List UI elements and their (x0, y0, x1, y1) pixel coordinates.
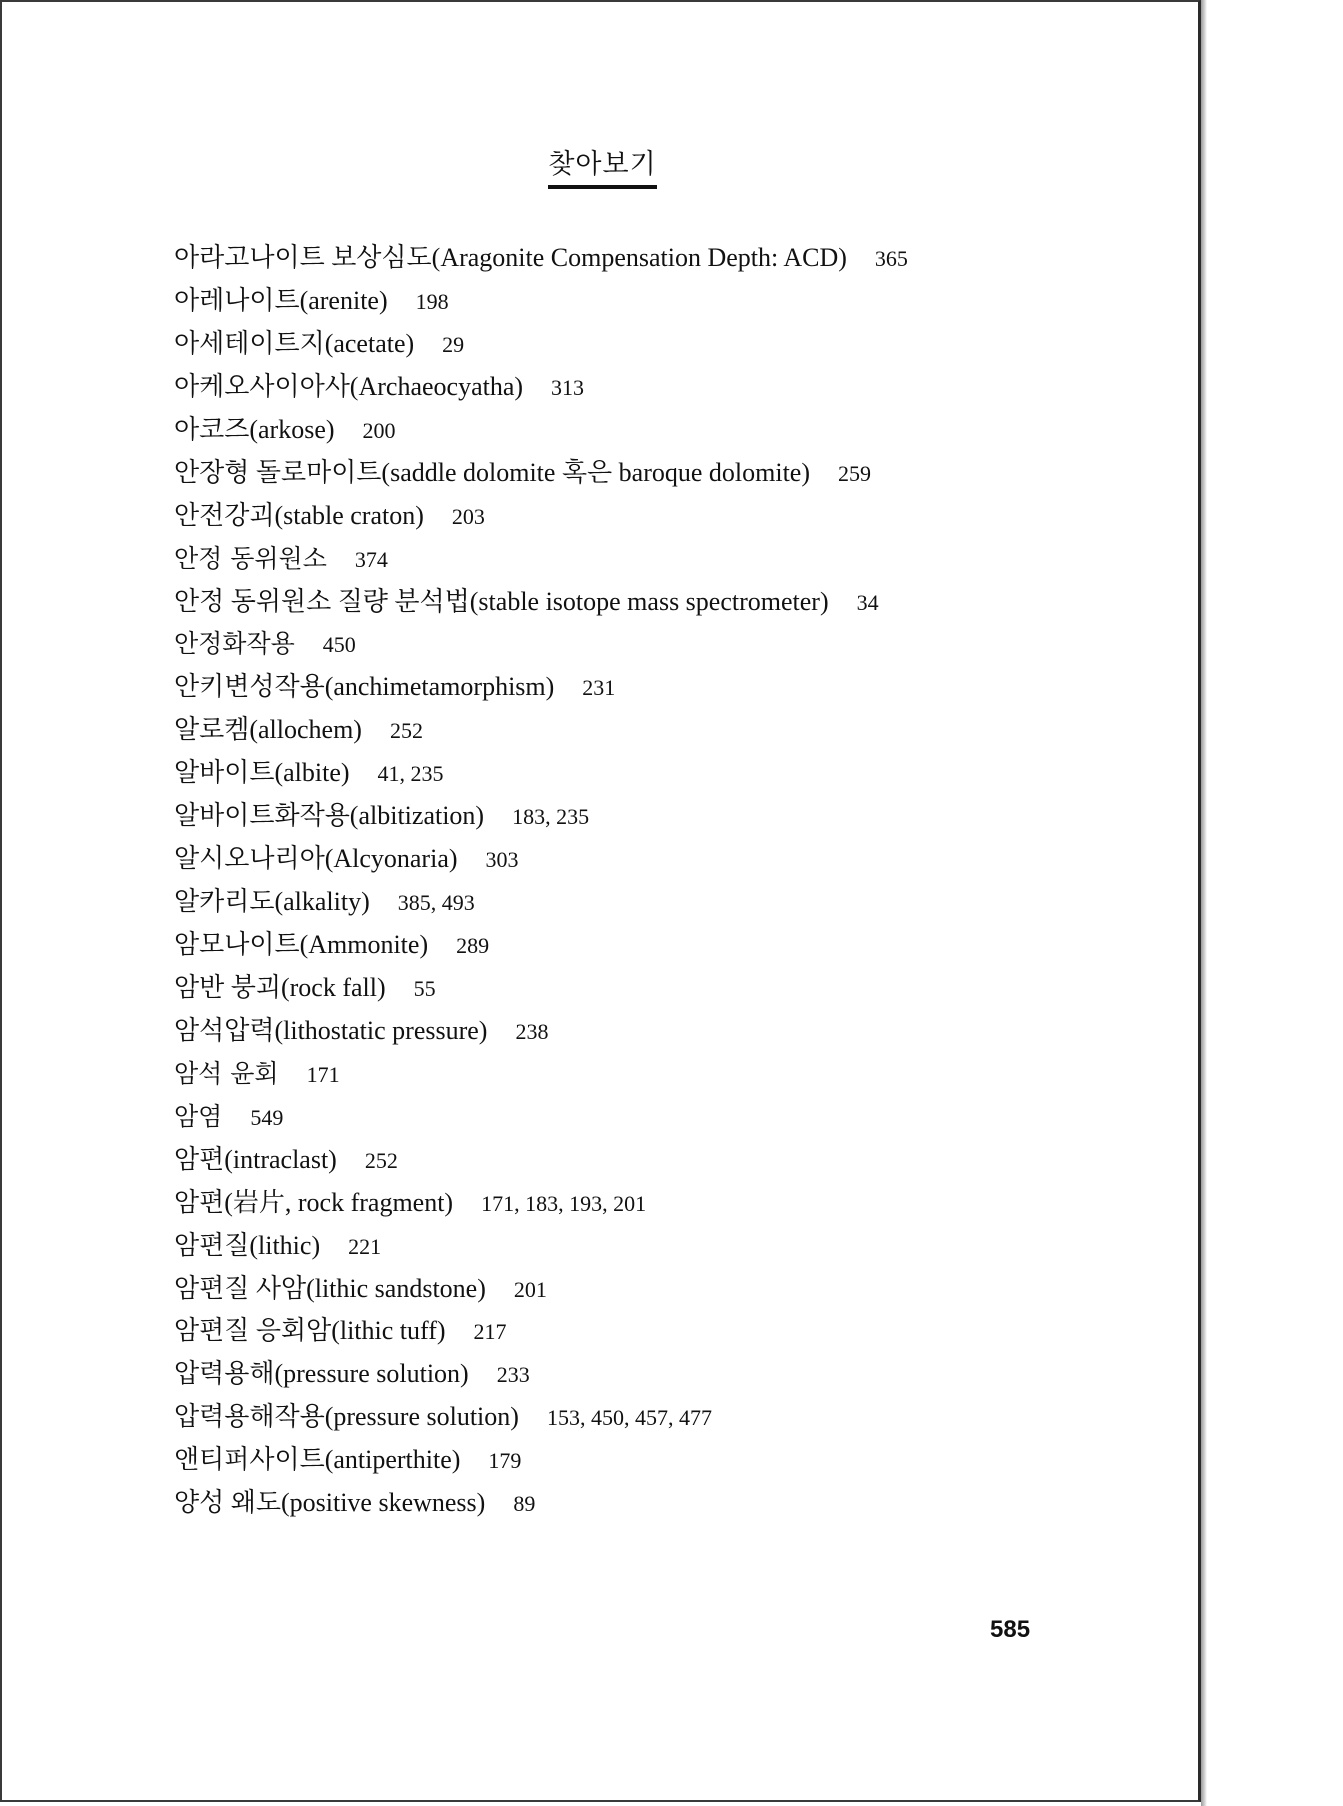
index-entry (174, 237, 908, 280)
index-entry (174, 924, 908, 967)
index-term: 안장형 돌로마이트(saddle dolomite 혹은 baroque dolomite) (174, 457, 811, 487)
index-term: 암편질 사암(lithic sandstone) (174, 1273, 486, 1303)
index-page-refs: 259 (838, 460, 872, 486)
index-page-refs: 365 (874, 246, 908, 271)
index-entry (174, 581, 908, 624)
index-entry (174, 1268, 908, 1311)
index-term: 안전강괴(stable craton) (174, 500, 424, 530)
index-term: 암염 (174, 1101, 223, 1131)
index-entry (174, 1310, 908, 1353)
index-term: 암모나이트(Ammonite) (174, 930, 429, 959)
index-entry (174, 538, 908, 581)
index-entry (174, 280, 908, 323)
index-term: 암편(intraclast) (174, 1144, 337, 1174)
index-page-refs: 198 (415, 288, 449, 314)
index-term: 알카리도(alkality) (174, 887, 370, 917)
index-page-refs: 289 (456, 933, 490, 958)
index-entry (174, 1096, 908, 1139)
index-entry (174, 623, 908, 666)
index-term: 안정 동위원소 (174, 543, 327, 573)
index-page-refs: 201 (513, 1276, 547, 1302)
index-entry (174, 709, 908, 752)
index-entry (174, 1225, 908, 1268)
index-term: 알바이트(albite) (174, 758, 350, 788)
index-entry (174, 1439, 908, 1482)
index-term: 아라고나이트 보상심도(Aragonite Compensation Depth: ACD) (174, 243, 847, 272)
index-term: 암편(岩片, rock fragment) (174, 1187, 454, 1217)
index-term: 암편질 응회암(lithic tuff) (174, 1316, 446, 1346)
index-page-refs: 221 (348, 1233, 382, 1259)
index-entry (174, 1482, 908, 1525)
index-entry (174, 452, 908, 495)
index-term: 안정 동위원소 질량 분석법(stable isotope mass spectrometer) (174, 586, 829, 616)
index-page-refs: 450 (322, 632, 356, 658)
page-number: 585 (990, 1616, 1031, 1643)
index-term: 암석 윤회 (174, 1058, 279, 1088)
index-page-refs: 153, 450, 457, 477 (546, 1405, 712, 1431)
index-page-refs: 183, 235 (512, 804, 590, 830)
index-entry (174, 1353, 908, 1396)
index-term: 안정화작용 (174, 629, 295, 659)
index-entry (174, 967, 908, 1010)
index-entry (174, 1139, 908, 1182)
index-page-refs: 200 (362, 417, 396, 443)
index-entry (174, 409, 908, 452)
index-page-refs: 549 (250, 1104, 284, 1130)
index-page-refs: 303 (485, 847, 519, 873)
index-page-refs: 252 (389, 718, 423, 744)
index-term: 암석압력(lithostatic pressure) (174, 1015, 488, 1045)
index-term: 암반 붕괴(rock fall) (174, 972, 386, 1002)
index-page-refs: 34 (856, 589, 879, 615)
index-entry (174, 795, 908, 838)
index-term: 알시오나리아(Alcyonaria) (174, 844, 458, 874)
index-term: 암편질(lithic) (174, 1230, 321, 1260)
index-entry (174, 881, 908, 924)
index-page-refs: 171, 183, 193, 201 (481, 1190, 647, 1216)
index-term: 압력용해작용(pressure solution) (174, 1402, 519, 1432)
index-term: 양성 왜도(positive skewness) (174, 1488, 486, 1518)
index-page-refs: 29 (442, 331, 465, 357)
index-page-refs: 313 (551, 374, 585, 400)
index-entry (174, 1182, 908, 1225)
index-term: 아세테이트지(acetate) (174, 328, 415, 358)
page-header (2, 142, 1203, 189)
index-page-refs: 179 (488, 1448, 522, 1474)
index-term: 알로켐(allochem) (174, 715, 362, 745)
index-page-refs: 238 (515, 1018, 549, 1044)
index-page-refs: 252 (364, 1147, 398, 1173)
index-page-refs: 217 (473, 1319, 507, 1345)
index-entry (174, 366, 908, 409)
index-term: 앤티퍼사이트(antiperthite) (174, 1445, 461, 1475)
index-term: 알바이트화작용(albitization) (174, 801, 485, 831)
index-term: 아코즈(arkose) (174, 414, 335, 444)
index-entry (174, 838, 908, 881)
page-edge-shadow (1201, 0, 1207, 1806)
index-page-refs: 171 (306, 1061, 340, 1087)
index-term: 안키변성작용(anchimetamorphism) (174, 672, 555, 702)
index-page-refs: 55 (413, 975, 436, 1001)
index-page-refs: 385, 493 (397, 890, 475, 916)
index-page-refs: 374 (354, 546, 388, 572)
index-term: 아케오사이아사(Archaeocyatha) (174, 371, 524, 401)
index-entry (174, 323, 908, 366)
index-entry (174, 752, 908, 795)
index-list (174, 237, 908, 1525)
index-entry (174, 1010, 908, 1053)
index-page-refs: 233 (496, 1362, 530, 1388)
index-page-refs: 41, 235 (377, 761, 444, 787)
index-entry (174, 1396, 908, 1439)
index-entry (174, 495, 908, 538)
index-page-refs: 203 (451, 503, 485, 529)
index-term: 압력용해(pressure solution) (174, 1359, 469, 1389)
index-page-refs: 231 (582, 675, 616, 701)
index-page-refs: 89 (513, 1491, 536, 1517)
page-title: 찾아보기 (548, 142, 656, 189)
index-term: 아레나이트(arenite) (174, 285, 388, 315)
index-entry (174, 666, 908, 709)
index-entry (174, 1053, 908, 1096)
